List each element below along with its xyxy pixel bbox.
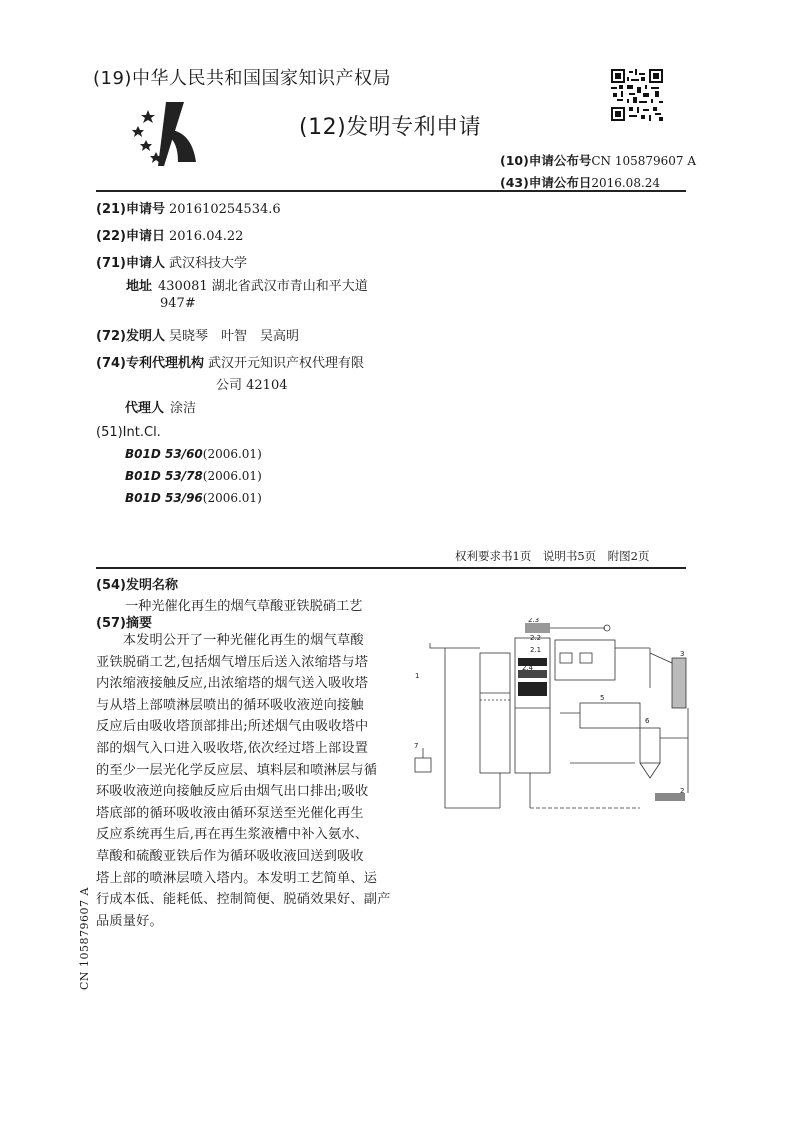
address-label: 地址 xyxy=(126,279,153,294)
ipc-code: B01D 53/78 xyxy=(125,469,203,483)
abstract-line: 内浓缩液接触反应,出浓缩塔的烟气送入吸收塔 xyxy=(96,676,369,692)
abstract-line: 塔底部的循环吸收液由循环泵送至光催化再生 xyxy=(96,805,364,821)
figure-label: 1 xyxy=(415,672,420,680)
abstract-line: 反应系统再生后,再在再生浆液槽中补入氨水、 xyxy=(96,827,369,843)
publication-date-label: (43)申请公布日 xyxy=(500,175,592,190)
agent xyxy=(125,397,196,416)
abstract-label: (57)摘要 xyxy=(96,616,152,631)
application-number xyxy=(96,198,281,217)
publication-number xyxy=(500,151,696,169)
ipc-version: (2006.01) xyxy=(202,447,262,461)
cnipa-emblem-icon xyxy=(126,96,206,176)
office-name: (19)中华人民共和国国家知识产权局 xyxy=(93,68,391,89)
header-divider xyxy=(96,190,686,192)
invention-title-label: (54)发明名称 xyxy=(96,578,178,593)
side-publication-number: CN 105879607 A xyxy=(78,887,91,990)
abstract-line: 部的烟气入口进入吸收塔,依次经过塔上部设置 xyxy=(96,740,369,756)
patent-agency-line-2: 公司 42104 xyxy=(216,378,288,393)
ipc-entry xyxy=(125,469,262,483)
publication-date-value: 2016.08.24 xyxy=(591,176,661,190)
pages-summary: 权利要求书1页 说明书5页 附图2页 xyxy=(455,549,650,563)
process-flow-diagram xyxy=(410,618,700,833)
address-line-1: 430081 湖北省武汉市青山和平大道 xyxy=(158,279,368,294)
ipc-entry xyxy=(125,447,262,461)
address-line-2: 947# xyxy=(160,296,196,311)
applicant-value: 武汉科技大学 xyxy=(168,256,247,271)
abstract-line: 反应后由吸收塔顶部排出;所述烟气由吸收塔中 xyxy=(96,719,369,735)
ipc-code: B01D 53/60 xyxy=(125,447,203,461)
inventors-label: (72)发明人 xyxy=(96,329,165,344)
ipc-version: (2006.01) xyxy=(202,469,262,483)
filing-date-label: (22)申请日 xyxy=(96,229,165,244)
publication-date xyxy=(500,173,660,191)
figure-label: 3 xyxy=(680,650,685,658)
qr-code-icon xyxy=(611,69,663,121)
abstract-line: 亚铁脱硝工艺,包括烟气增压后送入浓缩塔与塔 xyxy=(96,654,369,670)
filing-date-value: 2016.04.22 xyxy=(168,229,244,244)
abstract-line: 与从塔上部喷淋层喷出的循环吸收液逆向接触 xyxy=(96,697,364,713)
abstract-line: 行成本低、能耗低、控制简便、脱硝效果好、副产 xyxy=(96,892,391,908)
invention-title: 一种光催化再生的烟气草酸亚铁脱硝工艺 xyxy=(125,599,363,614)
abstract-line: 环吸收液逆向接触反应后由烟气出口排出;吸收 xyxy=(96,784,369,800)
section-divider xyxy=(96,567,686,569)
applicant xyxy=(96,252,247,271)
application-number-label: (21)申请号 xyxy=(96,202,165,217)
publication-number-value: CN 105879607 A xyxy=(591,154,697,168)
figure-label: 7 xyxy=(414,742,419,750)
application-number-value: 201610254534.6 xyxy=(168,202,281,217)
inventors xyxy=(96,325,299,344)
abstract-line: 品质量好。 xyxy=(96,913,163,929)
abstract-line: 本发明公开了一种光催化再生的烟气草酸 xyxy=(96,633,364,648)
figure-label: 2.1 xyxy=(530,646,542,654)
figure-label: 2 xyxy=(680,787,685,795)
applicant-label: (71)申请人 xyxy=(96,256,165,271)
ipc-code: B01D 53/96 xyxy=(125,491,203,505)
patent-agency-line-1: 武汉开元知识产权代理有限 xyxy=(207,356,364,371)
int-cl-label: (51)Int.Cl. xyxy=(96,425,161,440)
figure-label: 2.4 xyxy=(522,664,534,672)
abstract-line: 的至少一层光化学反应层、填料层和喷淋层与循 xyxy=(96,762,378,778)
patent-agency-label: (74)专利代理机构 xyxy=(96,356,204,371)
address xyxy=(126,275,368,294)
abstract-text xyxy=(96,630,396,932)
document-kind: (12)发明专利申请 xyxy=(299,115,482,140)
abstract-line: 草酸和硫酸亚铁后作为循环吸收液回送到吸收 xyxy=(96,848,364,864)
abstract-line: 塔上部的喷淋层喷入塔内。本发明工艺简单、运 xyxy=(96,870,378,886)
filing-date xyxy=(96,225,243,244)
figure-label: 6 xyxy=(645,717,650,725)
patent-agency xyxy=(96,352,364,371)
agent-value: 涂洁 xyxy=(170,401,197,416)
figure-label: 5 xyxy=(600,694,605,702)
publication-number-label: (10)申请公布号 xyxy=(500,153,592,168)
ipc-entry xyxy=(125,491,262,505)
inventors-value: 吴晓琴 叶智 吴高明 xyxy=(168,329,299,344)
agent-label: 代理人 xyxy=(125,401,165,416)
ipc-version: (2006.01) xyxy=(202,491,262,505)
figure-label: 2.3 xyxy=(528,618,540,624)
figure-label: 2.2 xyxy=(530,634,542,642)
